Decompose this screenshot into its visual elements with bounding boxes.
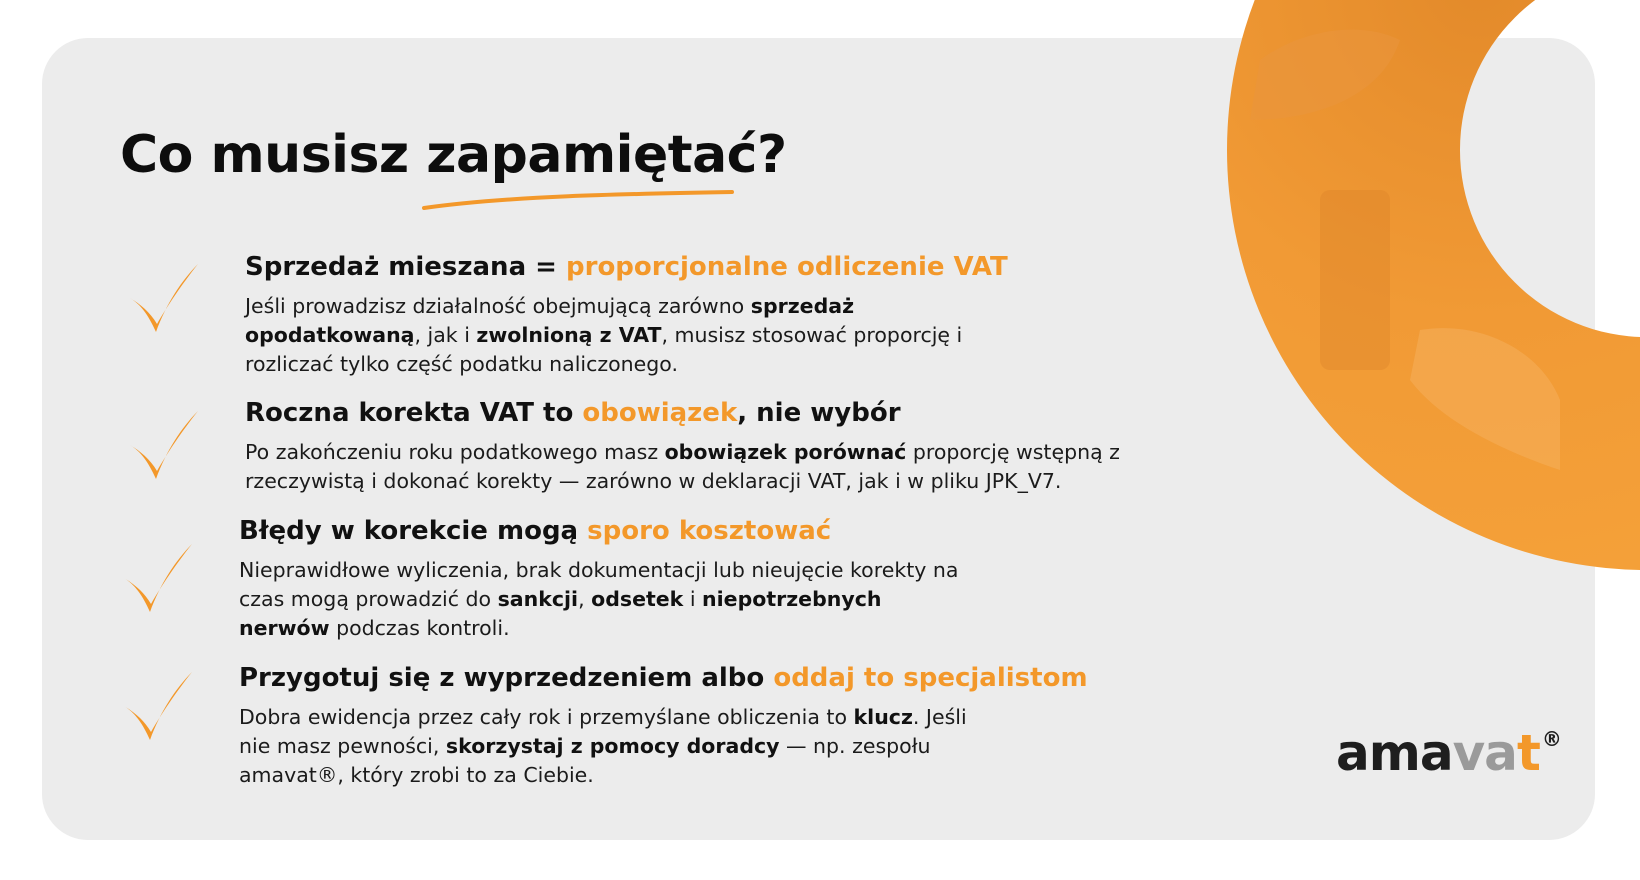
heading-highlight: oddaj to specjalistom <box>773 663 1088 693</box>
checkmark-icon <box>126 260 202 336</box>
page-title: Co musisz zapamiętać? <box>120 125 787 185</box>
heading-highlight: proporcjonalne odliczenie VAT <box>566 252 1008 282</box>
item-heading <box>239 516 1199 546</box>
heading-text: Przygotuj się z wyprzedzeniem albo <box>239 663 774 693</box>
list-item <box>245 252 1205 379</box>
heading-tail: , nie wybór <box>737 398 901 428</box>
item-description: Po zakończeniu roku podatkowego masz obowiązek porównać proporcję wstępną z rzeczywistą i dokonać korekty — zarówno w deklaracji VAT, jak i w pliku JPK_V7. <box>245 440 1120 493</box>
checkmark-icon <box>120 540 196 616</box>
heading-text: Błędy w korekcie mogą <box>239 516 588 546</box>
heading-highlight: sporo kosztować <box>587 516 832 546</box>
amavat-logo: amavat ® <box>1336 724 1561 782</box>
checkmark-icon <box>120 668 196 744</box>
item-heading <box>245 252 1205 282</box>
list-item <box>239 663 1199 790</box>
item-description: Jeśli prowadzisz działalność obejmującą zarówno sprzedaż opodatkowaną, jak i zwolnioną z VAT, musisz stosować proporcję i rozliczać tylko część podatku naliczonego. <box>245 294 963 376</box>
item-description: Dobra ewidencja przez cały rok i przemyślane obliczenia to klucz. Jeśli nie masz pewności, skorzystaj z pomocy doradcy — np. zespołu amavat®, który zrobi to za Ciebie. <box>239 705 967 787</box>
heading-text: Sprzedaż mieszana = <box>245 252 567 282</box>
item-description: Nieprawidłowe wyliczenia, brak dokumentacji lub nieujęcie korekty na czas mogą prowadzić do sankcji, odsetek i niepotrzebnych nerwów podczas kontroli. <box>239 558 959 640</box>
heading-text: Roczna korekta VAT to <box>245 398 583 428</box>
list-item <box>239 516 1199 643</box>
item-heading <box>245 398 1205 428</box>
checkmark-icon <box>126 407 202 483</box>
title-underline <box>420 184 740 214</box>
list-item <box>245 398 1205 496</box>
heading-highlight: obowiązek <box>582 398 738 428</box>
item-heading <box>239 663 1199 693</box>
